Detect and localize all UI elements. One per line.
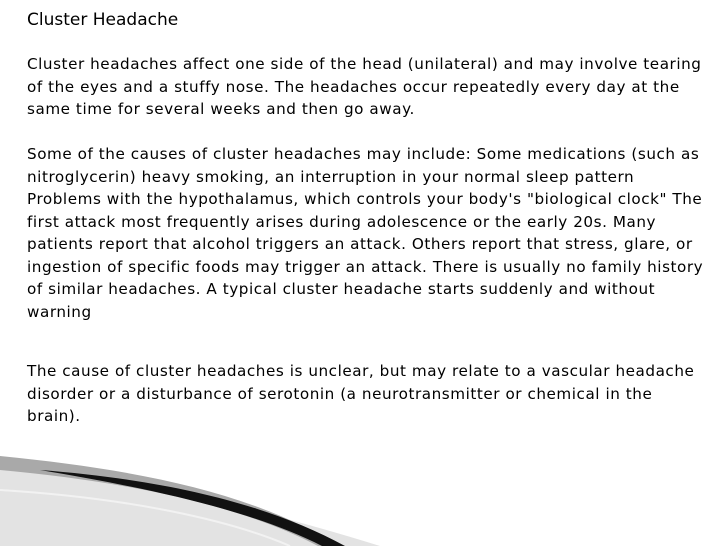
paragraph-mechanism: The cause of cluster headaches is unclear, but may relate to a vascular headache disorder or a disturbance of serotonin (a neurotransmitter or chemical in the brain). — [27, 362, 695, 425]
paragraph-spacer — [27, 121, 707, 144]
swoosh-dark-band — [40, 470, 345, 546]
swoosh-highlight-line — [0, 490, 290, 546]
swoosh-light-band — [0, 462, 380, 546]
swoosh-gray-band — [0, 456, 340, 546]
paragraph-overview: Cluster headaches affect one side of the head (unilateral) and may involve tearing of the eyes and a stuffy nose. The headaches occur repeatedly every day at the same time for several weeks and then go away. — [27, 55, 702, 118]
slide-title: Cluster Headache — [27, 10, 179, 30]
paragraph-causes: Some of the causes of cluster headaches may include: Some medications (such as nitroglycerin) heavy smoking, an interruption in your normal sleep pattern Problems with the hypothalamus, which controls your body's "biological clock" The first attack most frequently arises during adolescence or the early 20s. Many patients report that alcohol triggers an attack. Others report that stress, glare, or ingestion of specific foods may trigger an attack. There is usually no family history of similar headaches. A typical cluster headache starts suddenly and without warning — [27, 145, 704, 321]
slide-body — [27, 53, 707, 428]
paragraph-spacer — [27, 323, 707, 360]
